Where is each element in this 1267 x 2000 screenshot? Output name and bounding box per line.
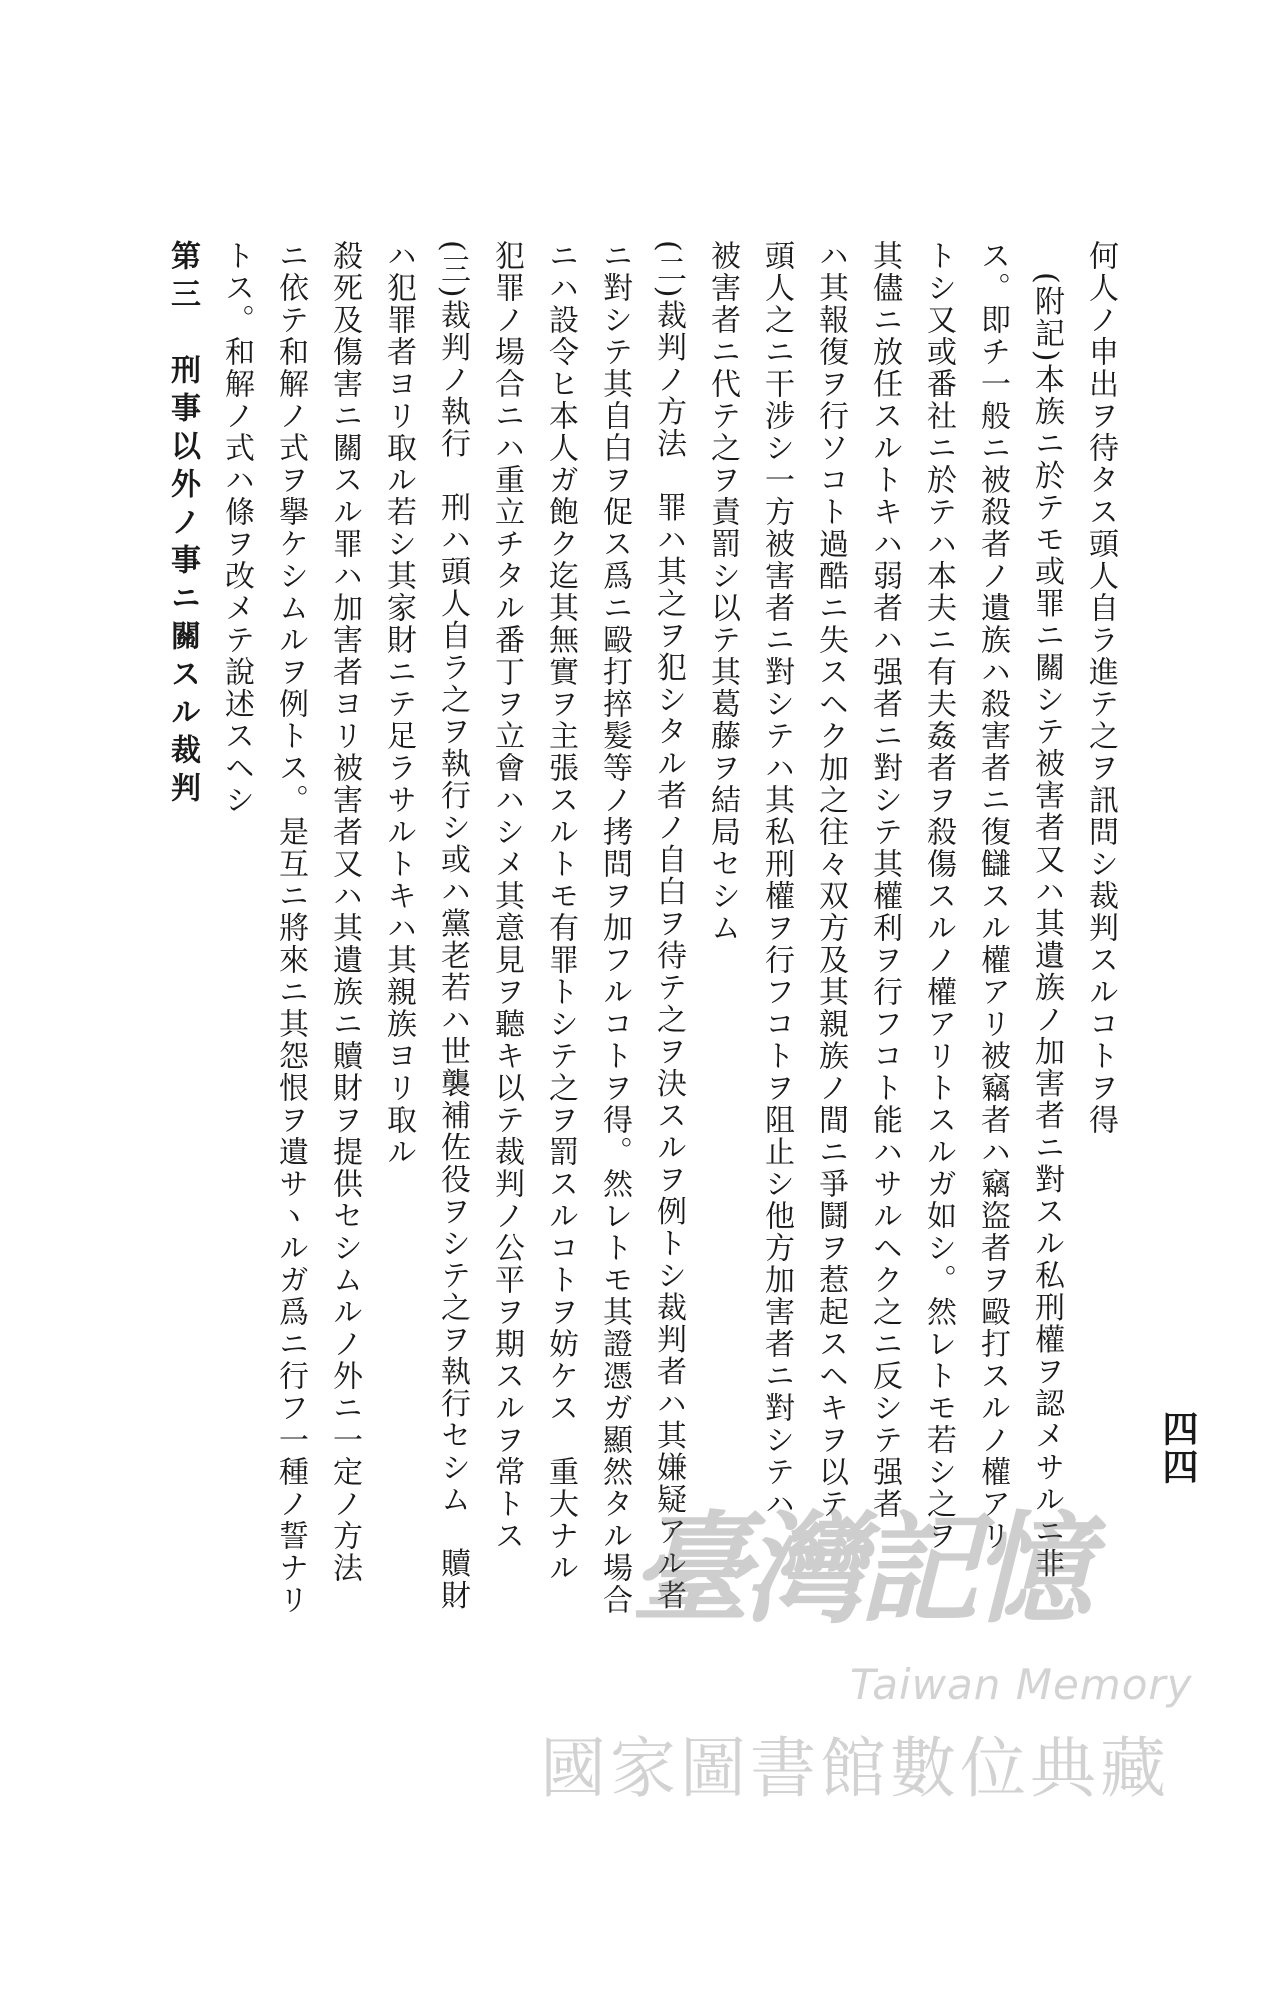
section-heading: 第三 刑事以外ノ事ニ關スル裁判 [165, 240, 200, 810]
watermark-english: Taiwan Memory [850, 1660, 1193, 1709]
watermark-logo: 臺灣記憶 [630, 1499, 1086, 1640]
watermark-library: 國家圖書館數位典藏 [540, 1730, 1170, 1807]
text-line: 被害者ニ代テ之ヲ責罰シ以テ其葛藤ヲ結局セシム [705, 240, 740, 944]
text-line: トス。和解ノ式ハ條ヲ改メテ說述スヘシ [219, 240, 254, 816]
text-line: ニ對シテ其自白ヲ促ス爲ニ毆打捽髮等ノ拷問ヲ加フルコトヲ得。然レトモ其證憑ガ顯然タル場合 [597, 240, 632, 1616]
text-line: 其儘ニ放任スルトキハ弱者ハ强者ニ對シテ其權利ヲ行フコト能ハサルヘク之ニ反シテ强者 [867, 240, 902, 1520]
text-line: ハ犯罪者ヨリ取ル若シ其家財ニテ足ラサルトキハ其親族ヨリ取ル [381, 240, 416, 1168]
text-line: 殺死及傷害ニ關スル罪ハ加害者ヨリ被害者又ハ其遺族ニ贖財ヲ提供セシムルノ外ニ一定ノ方法 [327, 240, 362, 1584]
body-text [87, 240, 1127, 1680]
text-line: 頭人之ニ干涉シ一方被害者ニ對シテハ其私刑權ヲ行フコトヲ阻止シ他方加害者ニ對シテハ [759, 240, 794, 1520]
text-line: (二)裁判ノ方法 罪ハ其之ヲ犯シタル者ノ自白ヲ待テ之ヲ決スルヲ例トシ裁判者ハ其嫌疑アル者 [651, 240, 686, 1612]
text-line: トシ又或番社ニ於テハ本夫ニ有夫姦者ヲ殺傷スルノ權アリトスルガ如シ。然レトモ若シ之ヲ [921, 240, 956, 1552]
text-line: (三)裁判ノ執行 刑ハ頭人自ラ之ヲ執行シ或ハ黨老若ハ世襲補佐役ヲシテ之ヲ執行セシム 贖財 [435, 240, 470, 1612]
text-line: ス。即チ一般ニ被殺者ノ遺族ハ殺害者ニ復讎スル權アリ被竊者ハ竊盜者ヲ毆打スルノ權アリ [975, 240, 1010, 1552]
text-line: ニハ設令ヒ本人ガ飽ク迄其無實ヲ主張スルトモ有罪トシテ之ヲ罰スルコトヲ妨ケス 重大ナル [543, 240, 578, 1584]
text-line: ニ依テ和解ノ式ヲ擧ケシムルヲ例トス。是互ニ將來ニ其怨恨ヲ遺サヽルガ爲ニ行フ一種ノ誓ナリ [273, 240, 308, 1616]
text-line: ハ其報復ヲ行ソコト過酷ニ失スヘク加之往々双方及其親族ノ間ニ爭鬪ヲ惹起スヘキヲ以テ [813, 240, 848, 1520]
page-number: 四四 [1157, 1410, 1199, 1486]
text-line: 犯罪ノ場合ニハ重立チタル番丁ヲ立會ハシメ其意見ヲ聽キ以テ裁判ノ公平ヲ期スルヲ常トス [489, 240, 524, 1552]
text-line: (附記)本族ニ於テモ或罪ニ關シテ被害者又ハ其遺族ノ加害者ニ對スル私刑權ヲ認メサルニ非 [1029, 272, 1064, 1580]
text-line: 何人ノ申出ヲ待タス頭人自ラ進テ之ヲ訊問シ裁判スルコトヲ得 [1083, 240, 1118, 1136]
